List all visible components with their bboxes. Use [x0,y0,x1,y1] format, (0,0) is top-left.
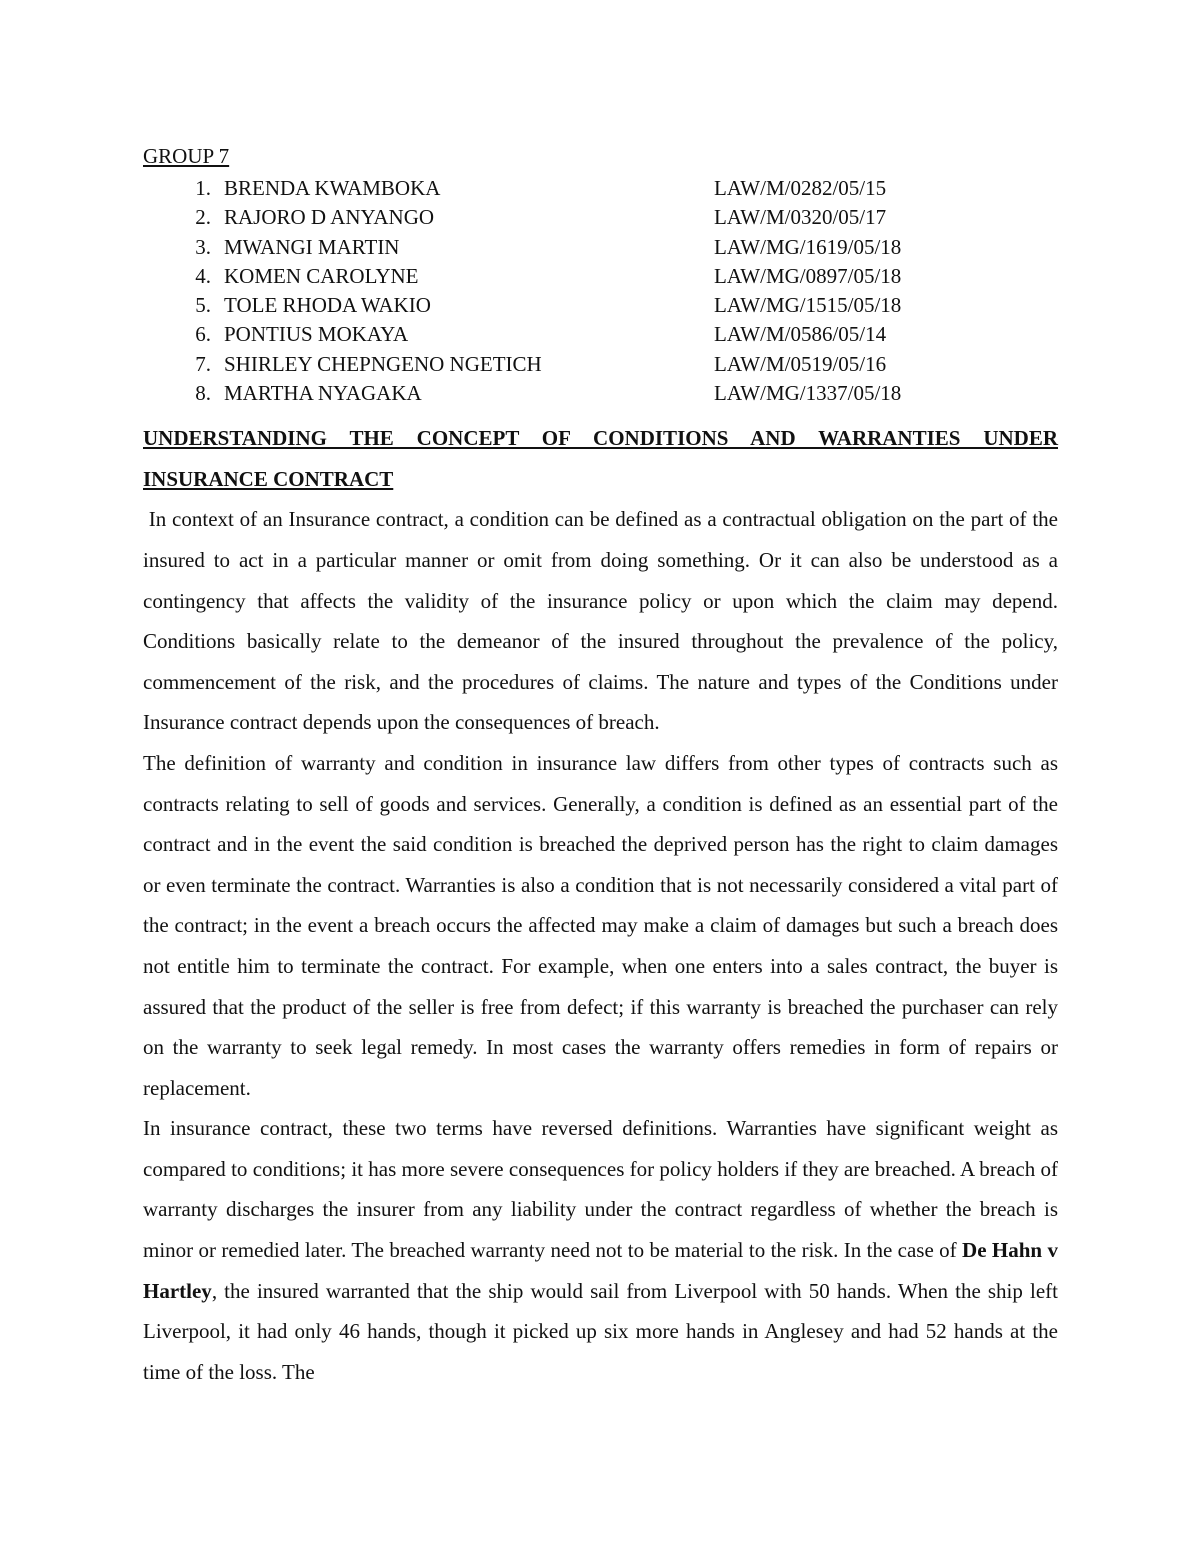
list-item [143,174,1058,203]
member-reg-number: LAW/M/0519/05/16 [714,351,887,376]
member-number: 8. [195,381,211,406]
member-name: TOLE RHODA WAKIO [224,293,431,318]
section-heading-line-2: INSURANCE CONTRACT [143,466,394,491]
member-name: MARTHA NYAGAKA [224,381,422,406]
member-reg-number: LAW/MG/0897/05/18 [714,263,902,288]
list-item [143,262,1058,291]
paragraph-text: In insurance contract, these two terms have reversed definitions. Warranties have significant weight as compared to conditions; it has more severe consequences for policy holders if they are breached. A breach of warranty discharges the insurer from any liability under the contract regardless of whether the breach is minor or remedied later. The breached warranty need not to be material to the risk. In the case of [143,1116,1058,1263]
list-item [143,350,1058,379]
member-number: 7. [195,351,211,376]
member-number: 6. [195,322,211,347]
member-number: 1. [195,176,211,200]
section-heading [143,418,1058,499]
member-name: SHIRLEY CHEPNGENO NGETICH [224,351,542,376]
paragraph-warranty-vs-condition: The definition of warranty and condition in insurance law differs from other types of contracts such as contracts relating to sell of goods and services. Generally, a condition is defined as an essential part of the contract and in the event the said condition is breached the deprived person has the right to claim damages or even terminate the contract. Warranties is also a condition that is not necessarily considered a vital part of the contract; in the event a breach occurs the affected may make a claim of damages but such a breach does not entitle him to terminate the contract. For example, when one enters into a sales contract, the buyer is assured that the product of the seller is free from defect; if this warranty is breached the purchaser can rely on the warranty to seek legal remedy. In most cases the warranty offers remedies in form of repairs or replacement. [143,750,1058,1100]
list-item [143,203,1058,232]
member-reg-number: LAW/M/0320/05/17 [714,205,887,230]
list-item [143,379,1058,408]
member-reg-number: LAW/M/0586/05/14 [714,322,887,347]
case-name: De Hahn v Hartley [143,1238,1058,1303]
member-name: KOMEN CAROLYNE [224,263,419,288]
member-number: 4. [195,263,211,288]
list-item [143,291,1058,320]
document-page [143,140,1064,1392]
member-reg-number: LAW/M/0282/05/15 [714,176,887,200]
paragraph-insurance-warranties [143,1108,1058,1392]
paragraph-text: , the insured warranted that the ship would sail from Liverpool with 50 hands. When the ship left Liverpool, it had only 46 hands, though it picked up six more hands in Anglesey and had 52 hands at the time of the loss. The [143,1278,1058,1384]
list-item [143,233,1058,262]
member-name: PONTIUS MOKAYA [224,322,409,347]
member-reg-number: LAW/MG/1515/05/18 [714,293,902,318]
member-reg-number: LAW/MG/1619/05/18 [714,234,902,259]
member-number: 2. [195,205,211,230]
member-list [143,174,1058,408]
member-name: MWANGI MARTIN [224,234,400,259]
paragraph-conditions-definition: In context of an Insurance contract, a condition can be defined as a contractual obligation on the part of the insured to act in a particular manner or omit from doing something. Or it can also be understood as a contingency that affects the validity of the insurance policy or upon which the claim may depend. Conditions basically relate to the demeanor of the insured throughout the prevalence of the policy, commencement of the risk, and the procedures of claims. The nature and types of the Conditions under Insurance contract depends upon the consequences of breach. [143,507,1064,735]
member-reg-number: LAW/MG/1337/05/18 [714,381,902,406]
member-name: RAJORO D ANYANGO [224,205,435,230]
member-name: BRENDA KWAMBOKA [224,176,441,200]
member-number: 3. [195,234,211,259]
section-heading-line-1: UNDERSTANDING THE CONCEPT OF CONDITIONS AND WARRANTIES UNDER [143,426,1058,451]
list-item [143,320,1058,349]
member-number: 5. [195,293,211,318]
group-title: GROUP 7 [143,144,230,168]
